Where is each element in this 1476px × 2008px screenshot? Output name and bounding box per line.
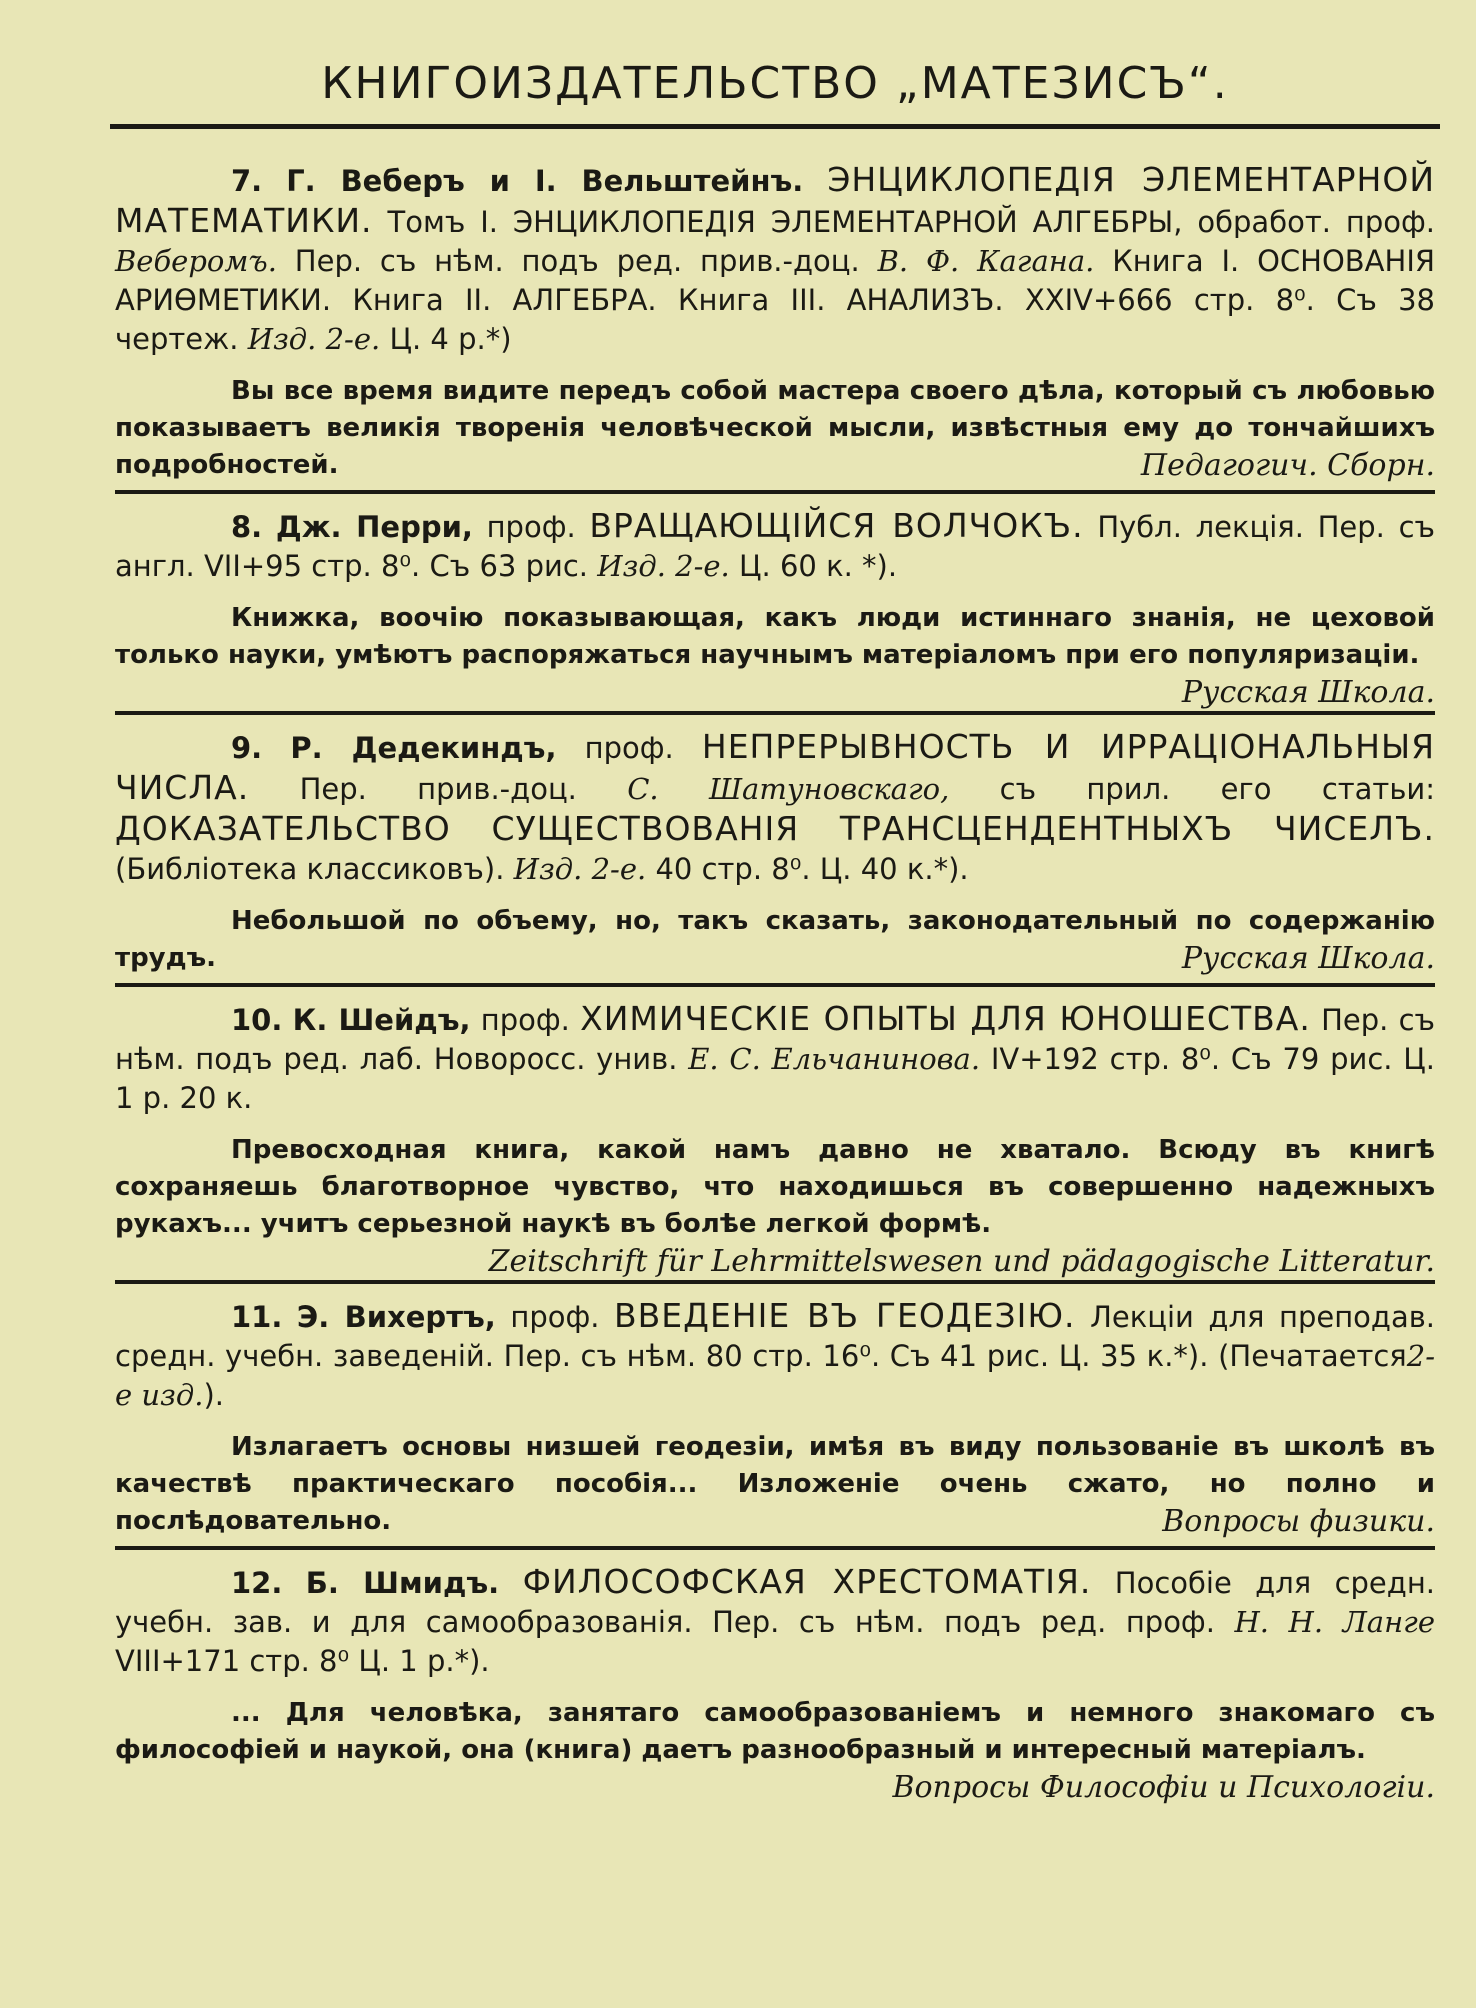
entry-review (115, 1429, 1435, 1540)
entry-details: проф. (584, 731, 674, 765)
entry-price: Ц. 60 к. *). (739, 549, 898, 583)
review-text: Небольшой по объему, но, такъ сказать, законодательный по содержанію трудъ. (115, 906, 1435, 973)
review-source: Вопросы физики. (1162, 1504, 1435, 1539)
entry-divider (115, 1280, 1435, 1284)
entry-author: Э. Вихертъ, (296, 1300, 496, 1334)
entry-title: ВРАЩАЮЩІЙСЯ ВОЛЧОКЪ. (589, 506, 1084, 545)
entry-number: 9. (231, 731, 263, 765)
entry-edition: Изд. 2-е. (247, 322, 381, 356)
catalog-entry (115, 1296, 1435, 1550)
entry-title: ВВЕДЕНІЕ ВЪ ГЕОДЕЗІЮ. (614, 1296, 1076, 1335)
entry-review (115, 1695, 1435, 1805)
entry-number: 8. (231, 510, 263, 544)
entry-editor: Н. Н. Ланге (1234, 1605, 1436, 1639)
entry-details: Книга I. ОСНОВАНІЯ АРИѲМЕТИКИ. Книга II. АЛГЕБРА. Книга III. АНАЛИЗЪ. XXIV+666 стр. 8⁰. Съ 38 чертеж. (115, 244, 1436, 356)
entry-divider (115, 490, 1435, 494)
entry-details: Пер. съ нѣм. подъ ред. лаб. Новоросс. унив. (115, 1003, 1436, 1076)
review-text: ... Для человѣка, занятаго самообразованіемъ и немного знакомаго съ философіей и наукой, она (книга) даетъ разнообразный и интересный матеріалъ. (115, 1698, 1435, 1765)
entry-editor: Веберомъ. (115, 244, 277, 278)
entry-price: 40 стр. 8⁰. Ц. 40 к.*). (655, 852, 969, 886)
entry-edition: Изд. 2-е. (597, 549, 730, 583)
entry-editor: Е. С. Ельчанинова. (688, 1042, 981, 1076)
entry-divider (115, 983, 1435, 987)
entry-number: 11. (231, 1300, 283, 1334)
review-source: Педагогич. Сборн. (1140, 448, 1435, 483)
catalog-entry (115, 999, 1435, 1284)
review-text: Излагаетъ основы низшей геодезіи, имѣя въ виду пользованіе въ школѣ въ качествѣ практическаго пособія... Изложеніе очень сжато, но полно и послѣдовательно. (115, 1432, 1435, 1536)
entry-title: ХИМИЧЕСКІЕ ОПЫТЫ ДЛЯ ЮНОШЕСТВА. (580, 999, 1311, 1038)
entry-details: (Библіотека классиковъ). (115, 852, 505, 886)
entry-editor: В. Ф. Кагана. (877, 244, 1095, 278)
entry-details: Лекціи для преподав. средн. учебн. заведеній. Пер. съ нѣм. 80 стр. 16⁰. Съ 41 рис. Ц. 35 к.*). (Печатается (115, 1300, 1436, 1373)
entry-details: Томъ I. ЭНЦИКЛОПЕДІЯ ЭЛЕМЕНТАРНОЙ АЛГЕБРЫ, обработ. проф. (387, 205, 1435, 239)
header-divider (110, 124, 1440, 129)
entry-description (115, 506, 1435, 586)
entry-details: съ прил. его статьи: (999, 772, 1436, 806)
review-text: Превосходная книга, какой намъ давно не хватало. Всюду въ книгѣ сохраняешь благотворное чувство, что находишься въ совершенно надежныхъ рукахъ... учитъ серьезной наукѣ въ болѣе легкой формѣ. (115, 1135, 1435, 1239)
entry-review (115, 373, 1435, 484)
entry-title: ФИЛОСОФСКАЯ ХРЕСТОМАТІЯ. (522, 1562, 1092, 1601)
review-text: Вы все время видите передъ собой мастера своего дѣла, который съ любовью показываетъ великія творенія человѣческой мысли, извѣстныя ему до тончайшихъ подробностей. (115, 376, 1435, 480)
entry-price: Ц. 4 р.*) (389, 322, 512, 356)
entry-details: Публ. лекція. Пер. съ англ. VII+95 стр. 8⁰. Съ 63 рис. (115, 510, 1436, 583)
entry-details: Пер. прив.-доц. (299, 772, 577, 806)
entry-details: Пер. съ нѣм. подъ ред. прив.-доц. (294, 244, 860, 278)
entry-description (115, 1296, 1435, 1415)
review-source: Русская Школа. (1181, 941, 1435, 976)
entry-title: НЕПРЕРЫВНОСТЬ И ИРРАЦІОНАЛЬНЫЯ ЧИСЛА. (115, 727, 1435, 807)
catalog-entry (115, 160, 1435, 494)
entry-details: ). (203, 1378, 225, 1412)
entry-number: 7. (231, 164, 263, 198)
entry-author: К. Шейдъ, (292, 1003, 471, 1037)
entry-divider (115, 1546, 1435, 1550)
entry-details: Пособіе для средн. учебн. зав. и для самообразованія. Пер. съ нѣм. подъ ред. проф. (115, 1566, 1436, 1639)
review-source: Вопросы Философіи и Психологіи. (892, 1770, 1435, 1805)
entry-author: Г. Веберъ и I. Вельштейнъ. (286, 164, 804, 198)
entry-price: VIII+171 стр. 8⁰ Ц. 1 р.*). (115, 1644, 490, 1678)
entry-price: IV+192 стр. 8⁰. Съ 79 рис. Ц. 1 р. 20 к. (115, 1042, 1435, 1115)
entry-description (115, 1562, 1435, 1681)
review-source: Zeitschrift für Lehrmittelswesen und pädagogische Litteratur. (488, 1244, 1435, 1279)
entry-review (115, 903, 1435, 977)
entry-review (115, 1132, 1435, 1279)
entry-author: Б. Шмидъ. (305, 1566, 500, 1600)
entry-details: проф. (510, 1300, 600, 1334)
review-source: Русская Школа. (1181, 675, 1435, 710)
page-title: КНИГОИЗДАТЕЛЬСТВО „МАТЕЗИСЪ“. (321, 58, 1229, 109)
entry-divider (115, 711, 1435, 715)
entry-review (115, 600, 1435, 710)
entry-number: 12. (231, 1566, 283, 1600)
entry-details: проф. (486, 510, 576, 544)
entry-subtitle: ДОКАЗАТЕЛЬСТВО СУЩЕСТВОВАНІЯ ТРАНСЦЕНДЕНТНЫХЪ ЧИСЕЛЪ. (115, 809, 1435, 848)
entry-edition: 2-е изд. (115, 1339, 1435, 1412)
entry-title: ЭНЦИКЛОПЕДІЯ ЭЛЕМЕНТАРНОЙ МАТЕМАТИКИ. (115, 160, 1436, 240)
catalog-entry (115, 727, 1435, 987)
entry-description (115, 160, 1435, 359)
entry-details: проф. (480, 1003, 570, 1037)
entry-author: Р. Дедекиндъ, (290, 731, 557, 765)
entry-description (115, 999, 1435, 1118)
entries-list (115, 160, 1435, 1806)
entry-description (115, 727, 1435, 889)
entry-editor: С. Шатуновскаго, (627, 772, 950, 806)
entry-author: Дж. Перри, (275, 510, 473, 544)
review-text: Книжка, воочію показывающая, какъ люди истиннаго знанія, не цеховой только науки, умѣютъ распоряжаться научнымъ матеріаломъ при его популяризаціи. (115, 603, 1435, 670)
catalog-entry (115, 506, 1435, 715)
entry-number: 10. (231, 1003, 283, 1037)
entry-edition: Изд. 2-е. (513, 852, 647, 886)
catalog-entry (115, 1562, 1436, 1805)
